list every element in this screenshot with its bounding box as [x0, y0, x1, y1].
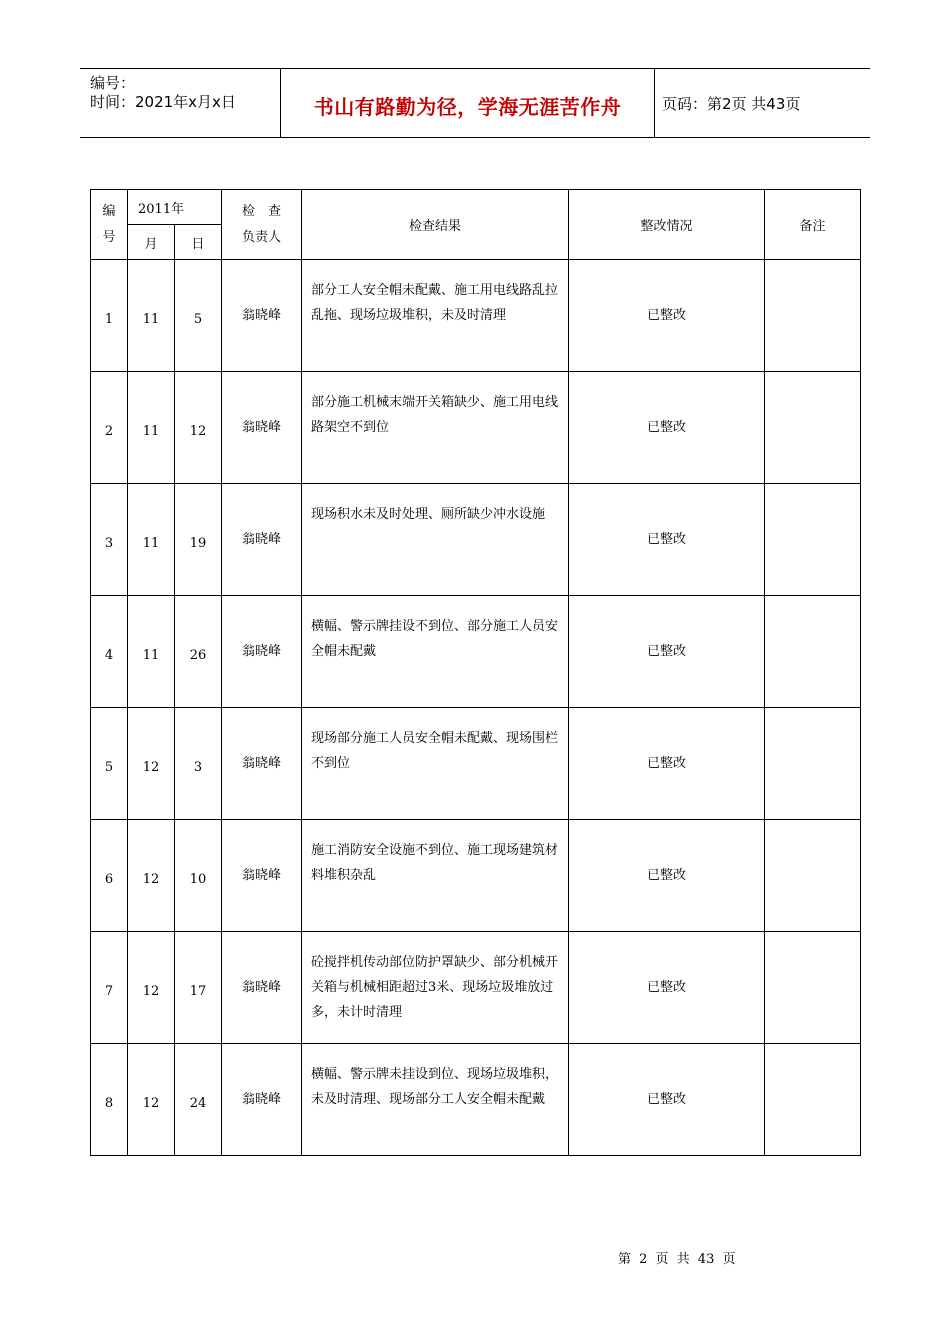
- row-day: 17: [175, 932, 222, 1044]
- row-month: 11: [128, 484, 175, 596]
- row-result: 横幅、警示牌挂设不到位、部分施工人员安全帽未配戴: [302, 596, 569, 708]
- header-motto-cell: [280, 69, 655, 137]
- page-header: [80, 68, 870, 138]
- row-number: 8: [91, 1044, 128, 1156]
- row-status: 已整改: [569, 1044, 765, 1156]
- row-remark: [765, 820, 861, 932]
- motto: 书山有路勤为径，学海无涯苦作舟: [313, 95, 622, 119]
- header-month: 月: [128, 225, 175, 260]
- inspection-table: [90, 189, 861, 1156]
- header-inspector-line1: 检 查: [241, 203, 281, 219]
- serial-label: 编号：: [90, 74, 136, 92]
- row-result: 施工消防安全设施不到位、施工现场建筑材料堆积杂乱: [302, 820, 569, 932]
- table-row: [91, 372, 861, 484]
- row-inspector: 翁晓峰: [222, 372, 302, 484]
- header-remarks: 备注: [765, 190, 861, 260]
- header-page-info: 页码：第2页 共43页: [662, 95, 801, 113]
- row-status: 已整改: [569, 932, 765, 1044]
- row-result: 部分工人安全帽未配戴、施工用电线路乱拉乱拖、现场垃圾堆积，未及时清理: [302, 260, 569, 372]
- row-number: 3: [91, 484, 128, 596]
- row-remark: [765, 260, 861, 372]
- row-remark: [765, 932, 861, 1044]
- row-inspector: 翁晓峰: [222, 596, 302, 708]
- table-row: [91, 596, 861, 708]
- row-number: 2: [91, 372, 128, 484]
- time-label: 时间：2021年x月x日: [90, 93, 236, 111]
- row-remark: [765, 1044, 861, 1156]
- row-status: 已整改: [569, 708, 765, 820]
- header-number-line1: 编: [102, 203, 116, 219]
- row-remark: [765, 372, 861, 484]
- row-month: 11: [128, 596, 175, 708]
- row-remark: [765, 708, 861, 820]
- row-number: 4: [91, 596, 128, 708]
- row-month: 12: [128, 820, 175, 932]
- table-row: [91, 1044, 861, 1156]
- row-day: 10: [175, 820, 222, 932]
- row-day: 24: [175, 1044, 222, 1156]
- row-day: 3: [175, 708, 222, 820]
- row-number: 1: [91, 260, 128, 372]
- header-meta: [80, 69, 280, 137]
- table-row: [91, 260, 861, 372]
- row-result: 横幅、警示牌未挂设到位、现场垃圾堆积，未及时清理、现场部分工人安全帽未配戴: [302, 1044, 569, 1156]
- footer-page-number: 第 2 页 共 43 页: [618, 1252, 736, 1267]
- row-remark: [765, 596, 861, 708]
- header-day: 日: [175, 225, 222, 260]
- row-status: 已整改: [569, 484, 765, 596]
- header-number: [91, 190, 128, 260]
- row-inspector: 翁晓峰: [222, 1044, 302, 1156]
- row-month: 12: [128, 932, 175, 1044]
- table-row: [91, 932, 861, 1044]
- row-number: 5: [91, 708, 128, 820]
- row-month: 11: [128, 372, 175, 484]
- row-status: 已整改: [569, 372, 765, 484]
- row-inspector: 翁晓峰: [222, 932, 302, 1044]
- header-year: 2011年: [128, 190, 222, 225]
- row-result: 现场部分施工人员安全帽未配戴、现场围栏不到位: [302, 708, 569, 820]
- row-month: 11: [128, 260, 175, 372]
- row-inspector: 翁晓峰: [222, 260, 302, 372]
- table-row: [91, 820, 861, 932]
- row-inspector: 翁晓峰: [222, 708, 302, 820]
- header-number-line2: 号: [102, 229, 116, 245]
- table-row: [91, 708, 861, 820]
- row-number: 6: [91, 820, 128, 932]
- row-day: 26: [175, 596, 222, 708]
- row-status: 已整改: [569, 596, 765, 708]
- row-status: 已整改: [569, 260, 765, 372]
- header-status: 整改情况: [569, 190, 765, 260]
- row-result: 部分施工机械末端开关箱缺少、施工用电线路架空不到位: [302, 372, 569, 484]
- row-inspector: 翁晓峰: [222, 484, 302, 596]
- header-page-cell: [654, 69, 870, 137]
- row-status: 已整改: [569, 820, 765, 932]
- table-row: [91, 484, 861, 596]
- header-inspector: [222, 190, 302, 260]
- row-month: 12: [128, 1044, 175, 1156]
- row-day: 12: [175, 372, 222, 484]
- header-inspector-line2: 负责人: [241, 229, 281, 245]
- row-month: 12: [128, 708, 175, 820]
- row-number: 7: [91, 932, 128, 1044]
- header-result: 检查结果: [302, 190, 569, 260]
- row-result: 砼搅拌机传动部位防护罩缺少、部分机械开关箱与机械相距超过3米、现场垃圾堆放过多，未计时清理: [302, 932, 569, 1044]
- row-remark: [765, 484, 861, 596]
- row-day: 5: [175, 260, 222, 372]
- row-result: 现场积水未及时处理、厕所缺少冲水设施: [302, 484, 569, 596]
- row-day: 19: [175, 484, 222, 596]
- row-inspector: 翁晓峰: [222, 820, 302, 932]
